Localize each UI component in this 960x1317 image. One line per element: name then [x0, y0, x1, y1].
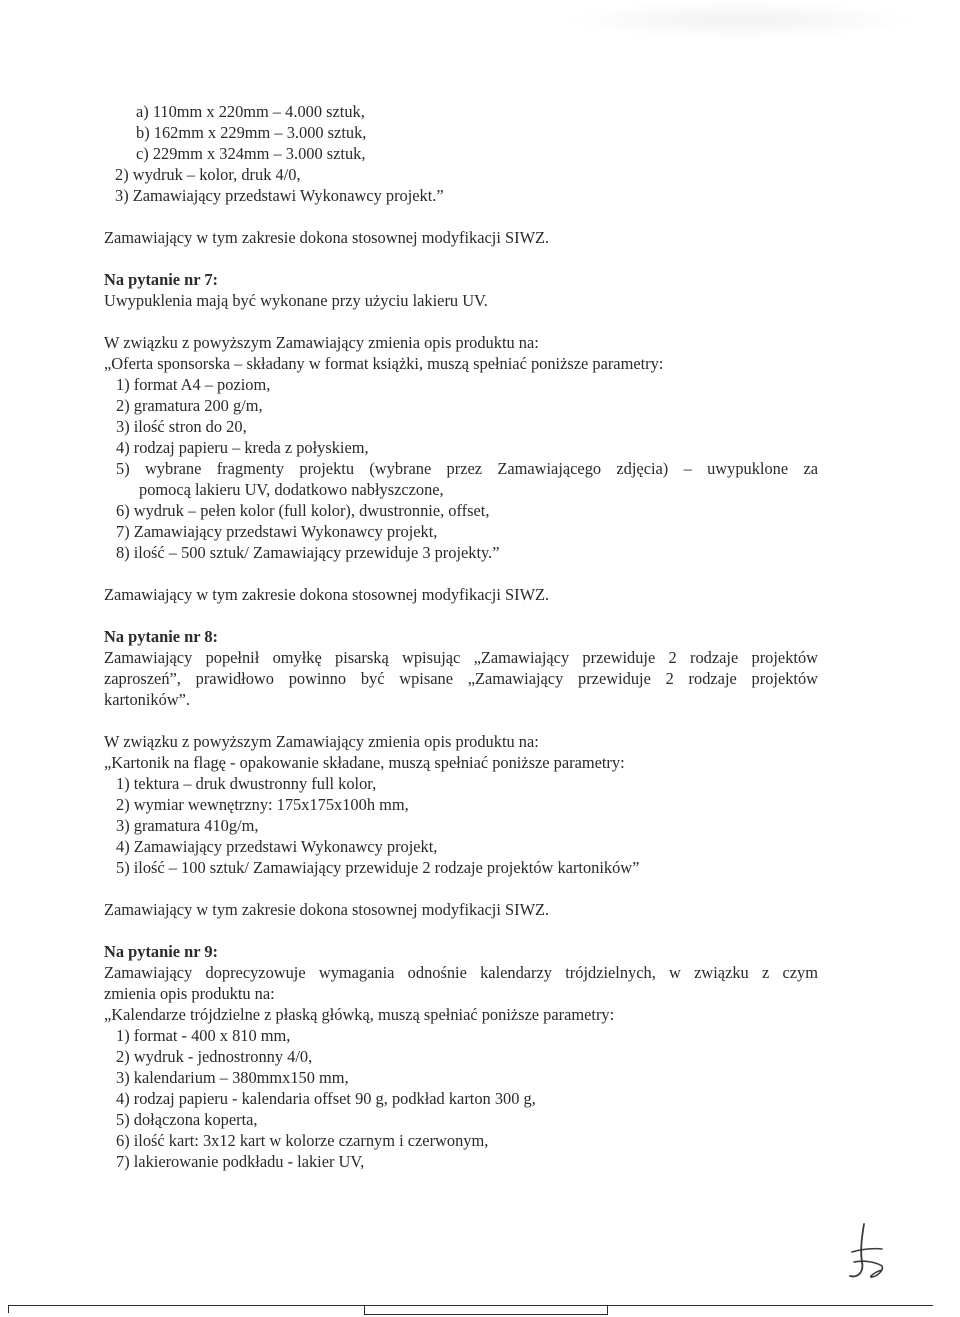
question-8-heading: Na pytanie nr 8:	[104, 627, 218, 646]
q7-item-3: 3) ilość stron do 20,	[116, 417, 247, 436]
list-item-size-c: c) 229mm x 324mm – 3.000 sztuk,	[136, 144, 366, 163]
q8-intro: W związku z powyższym Zamawiający zmienia opis produktu na:	[104, 732, 539, 751]
question-8-line-2: zaproszeń”, prawidłowo powinno być wpisane „Zamawiający przewiduje 2 rodzaje projektów	[104, 669, 818, 688]
q8-item-5: 5) ilość – 100 sztuk/ Zamawiający przewiduje 2 rodzaje projektów kartoników”	[116, 858, 640, 877]
modification-note: Zamawiający w tym zakresie dokona stosownej modyfikacji SIWZ.	[104, 900, 550, 919]
q7-item-5: 5) wybrane fragmenty projektu (wybrane przez Zamawiającego zdjęcia) – uwypuklone za	[116, 459, 818, 478]
question-8-line-1: Zamawiający popełnił omyłkę pisarską wpisując „Zamawiający przewiduje 2 rodzaje projektów	[104, 648, 818, 667]
q9-product: „Kalendarze trójdzielne z płaską główką, muszą spełniać poniższe parametry:	[104, 1005, 615, 1024]
list-item-size-b: b) 162mm x 229mm – 3.000 sztuk,	[136, 123, 367, 142]
q9-item-5: 5) dołączona koperta,	[116, 1110, 258, 1129]
question-9-heading: Na pytanie nr 9:	[104, 942, 218, 961]
bottom-rule-tick	[364, 1305, 365, 1314]
q7-item-7: 7) Zamawiający przedstawi Wykonawcy projekt,	[116, 522, 438, 541]
bottom-rule	[8, 1305, 933, 1306]
bottom-rule-tick	[8, 1305, 9, 1313]
q9-item-4: 4) rodzaj papieru - kalendaria offset 90 g, podkład karton 300 g,	[116, 1089, 536, 1108]
question-7-text: Uwypuklenia mają być wykonane przy użyciu lakieru UV.	[104, 291, 488, 310]
q9-item-7: 7) lakierowanie podkładu - lakier UV,	[116, 1152, 365, 1171]
q9-item-6: 6) ilość kart: 3x12 kart w kolorze czarnym i czerwonym,	[116, 1131, 489, 1150]
q9-item-1: 1) format - 400 x 810 mm,	[116, 1026, 291, 1045]
q8-item-2: 2) wymiar wewnętrzny: 175x175x100h mm,	[116, 795, 409, 814]
list-item-project: 3) Zamawiający przedstawi Wykonawcy projekt.”	[115, 186, 444, 205]
question-9-line-1: Zamawiający doprecyzowuje wymagania odnośnie kalendarzy trójdzielnych, w związku z czym	[104, 963, 818, 982]
bottom-rule-tick	[607, 1305, 608, 1314]
question-9-line-2: zmienia opis produktu na:	[104, 984, 275, 1003]
q8-item-1: 1) tektura – druk dwustronny full kolor,	[116, 774, 377, 793]
q7-item-6: 6) wydruk – pełen kolor (full kolor), dwustronnie, offset,	[116, 501, 490, 520]
q9-item-3: 3) kalendarium – 380mmx150 mm,	[116, 1068, 349, 1087]
q7-item-5-cont: pomocą lakieru UV, dodatkowo nabłyszczone,	[139, 480, 444, 499]
modification-note: Zamawiający w tym zakresie dokona stosownej modyfikacji SIWZ.	[104, 228, 550, 247]
q8-item-3: 3) gramatura 410g/m,	[116, 816, 259, 835]
q9-item-2: 2) wydruk - jednostronny 4/0,	[116, 1047, 313, 1066]
question-8-line-3: kartoników”.	[104, 690, 191, 709]
list-item-print: 2) wydruk – kolor, druk 4/0,	[115, 165, 301, 184]
q7-item-1: 1) format A4 – poziom,	[116, 375, 271, 394]
q7-item-8: 8) ilość – 500 sztuk/ Zamawiający przewiduje 3 projekty.”	[116, 543, 500, 562]
q7-product: „Oferta sponsorska – składany w format książki, muszą spełniać poniższe parametry:	[104, 354, 664, 373]
initials-signature-icon	[838, 1222, 890, 1282]
q7-item-4: 4) rodzaj papieru – kreda z połyskiem,	[116, 438, 369, 457]
bottom-rule-notch	[364, 1314, 608, 1315]
q8-item-4: 4) Zamawiający przedstawi Wykonawcy projekt,	[116, 837, 438, 856]
list-item-size-a: a) 110mm x 220mm – 4.000 sztuk,	[136, 102, 365, 121]
question-7-heading: Na pytanie nr 7:	[104, 270, 218, 289]
q7-intro: W związku z powyższym Zamawiający zmienia opis produktu na:	[104, 333, 539, 352]
modification-note: Zamawiający w tym zakresie dokona stosownej modyfikacji SIWZ.	[104, 585, 550, 604]
q7-item-2: 2) gramatura 200 g/m,	[116, 396, 263, 415]
scan-smudge	[560, 0, 920, 40]
q8-product: „Kartonik na flagę - opakowanie składane, muszą spełniać poniższe parametry:	[104, 753, 625, 772]
